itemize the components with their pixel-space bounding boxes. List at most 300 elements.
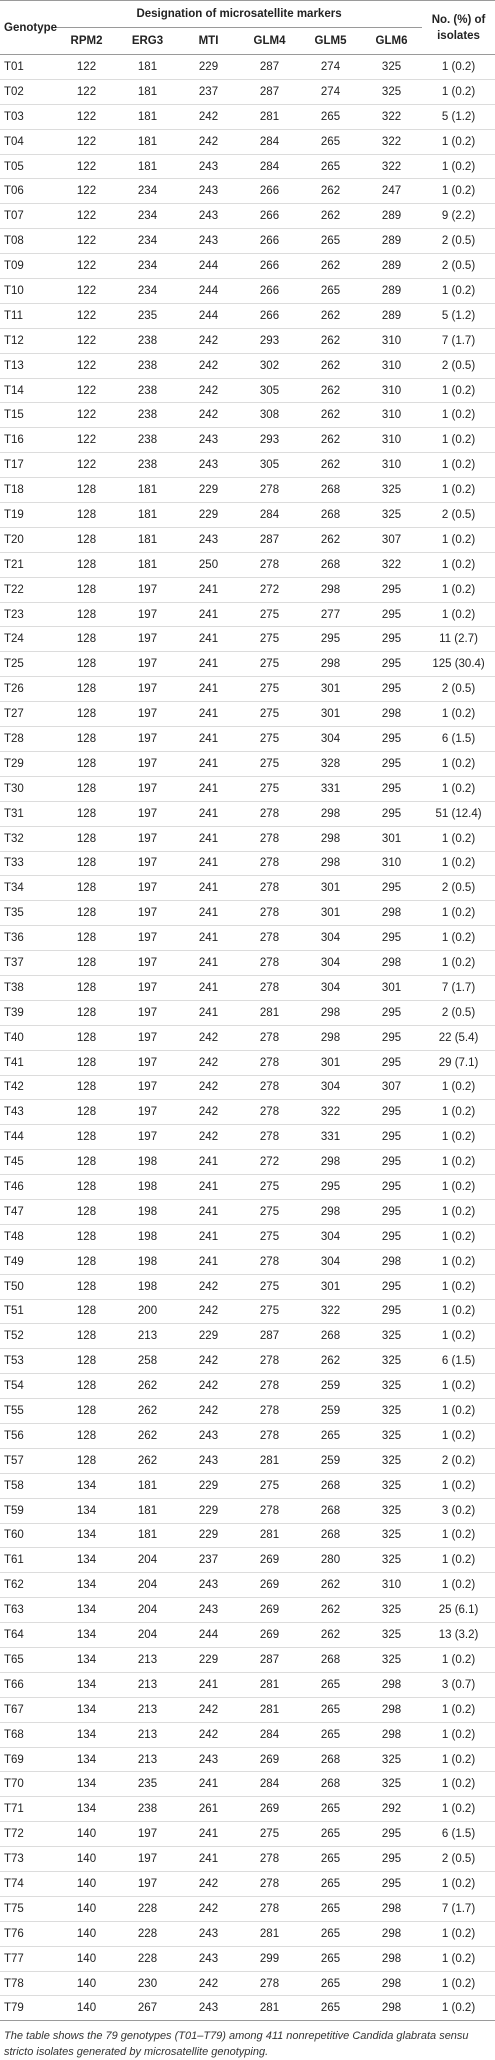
- genotype-cell: T63: [0, 1598, 56, 1623]
- glm4-cell: 275: [239, 727, 300, 752]
- glm4-cell: 275: [239, 751, 300, 776]
- isolates-cell: 1 (0.2): [422, 851, 495, 876]
- erg3-cell: 262: [117, 1399, 178, 1424]
- rpm2-cell: 128: [56, 1100, 117, 1125]
- rpm2-cell: 122: [56, 154, 117, 179]
- glm5-cell: 277: [300, 602, 361, 627]
- glm4-cell: 278: [239, 1100, 300, 1125]
- mti-cell: 243: [178, 204, 239, 229]
- table-row: [0, 179, 495, 204]
- glm5-cell: 298: [300, 652, 361, 677]
- mti-cell: 242: [178, 1125, 239, 1150]
- mti-cell: 242: [178, 129, 239, 154]
- glm5-cell: 262: [300, 527, 361, 552]
- glm6-cell: 310: [361, 403, 422, 428]
- erg3-cell: 234: [117, 229, 178, 254]
- isolates-cell: 125 (30.4): [422, 652, 495, 677]
- genotype-cell: T10: [0, 279, 56, 304]
- rpm2-cell: 122: [56, 229, 117, 254]
- isolates-cell: 29 (7.1): [422, 1050, 495, 1075]
- genotype-cell: T06: [0, 179, 56, 204]
- mti-cell: 242: [178, 378, 239, 403]
- erg3-cell: 197: [117, 1822, 178, 1847]
- table-row: [0, 55, 495, 80]
- mti-cell: 229: [178, 503, 239, 528]
- genotype-cell: T61: [0, 1548, 56, 1573]
- isolates-cell: 1 (0.2): [422, 527, 495, 552]
- genotype-cell: T31: [0, 801, 56, 826]
- glm5-cell: 262: [300, 179, 361, 204]
- glm5-cell: 301: [300, 1050, 361, 1075]
- rpm2-cell: 128: [56, 602, 117, 627]
- glm6-cell: 295: [361, 1050, 422, 1075]
- glm4-cell: 278: [239, 1872, 300, 1897]
- glm5-cell: 259: [300, 1399, 361, 1424]
- glm5-cell: 262: [300, 378, 361, 403]
- table-row: [0, 727, 495, 752]
- erg3-cell: 181: [117, 527, 178, 552]
- glm4-cell: 269: [239, 1747, 300, 1772]
- mti-cell: 243: [178, 1946, 239, 1971]
- genotype-cell: T04: [0, 129, 56, 154]
- mti-cell: 229: [178, 1648, 239, 1673]
- rpm2-cell: 134: [56, 1523, 117, 1548]
- glm5-cell: 262: [300, 1573, 361, 1598]
- mti-cell: 242: [178, 1399, 239, 1424]
- glm5-cell: 265: [300, 129, 361, 154]
- glm5-cell: 274: [300, 79, 361, 104]
- isolates-cell: 1 (0.2): [422, 1175, 495, 1200]
- glm5-cell: 298: [300, 1150, 361, 1175]
- mti-cell: 244: [178, 1623, 239, 1648]
- glm6-cell: 325: [361, 1623, 422, 1648]
- erg3-cell: 230: [117, 1971, 178, 1996]
- rpm2-cell: 128: [56, 552, 117, 577]
- isolates-cell: 11 (2.7): [422, 627, 495, 652]
- glm4-cell: 266: [239, 254, 300, 279]
- genotype-cell: T72: [0, 1822, 56, 1847]
- glm6-cell: 295: [361, 577, 422, 602]
- rpm2-cell: 128: [56, 1224, 117, 1249]
- rpm2-cell: 128: [56, 1274, 117, 1299]
- glm4-cell: 275: [239, 1175, 300, 1200]
- glm6-cell: 310: [361, 378, 422, 403]
- rpm2-cell: 140: [56, 1946, 117, 1971]
- rpm2-cell: 128: [56, 1349, 117, 1374]
- glm4-cell: 275: [239, 776, 300, 801]
- mti-cell: 241: [178, 1224, 239, 1249]
- genotype-cell: T03: [0, 104, 56, 129]
- table-row: [0, 428, 495, 453]
- genotype-cell: T73: [0, 1847, 56, 1872]
- glm6-cell: 295: [361, 677, 422, 702]
- mti-cell: 241: [178, 577, 239, 602]
- glm5-cell: 268: [300, 1772, 361, 1797]
- rpm2-cell: 140: [56, 1996, 117, 2021]
- isolates-cell: 2 (0.5): [422, 254, 495, 279]
- erg3-cell: 238: [117, 1797, 178, 1822]
- mti-cell: 242: [178, 1100, 239, 1125]
- glm4-cell: 278: [239, 1896, 300, 1921]
- glm4-cell: 275: [239, 1299, 300, 1324]
- erg3-cell: 213: [117, 1722, 178, 1747]
- glm5-cell: 304: [300, 1075, 361, 1100]
- mti-cell: 261: [178, 1797, 239, 1822]
- rpm2-cell: 128: [56, 851, 117, 876]
- glm4-cell: 281: [239, 1000, 300, 1025]
- erg3-cell: 234: [117, 279, 178, 304]
- isolates-cell: 2 (0.5): [422, 876, 495, 901]
- glm4-cell: 272: [239, 577, 300, 602]
- genotype-cell: T40: [0, 1025, 56, 1050]
- glm6-cell: 295: [361, 1299, 422, 1324]
- genotype-cell: T62: [0, 1573, 56, 1598]
- table-row: [0, 1598, 495, 1623]
- erg3-cell: 197: [117, 975, 178, 1000]
- table-row: [0, 1648, 495, 1673]
- table-row: [0, 1274, 495, 1299]
- table-row: [0, 1299, 495, 1324]
- glm5-cell: 304: [300, 926, 361, 951]
- erg3-cell: 213: [117, 1747, 178, 1772]
- mti-cell: 243: [178, 179, 239, 204]
- rpm2-cell: 122: [56, 353, 117, 378]
- glm6-cell: 307: [361, 527, 422, 552]
- erg3-cell: 181: [117, 1473, 178, 1498]
- glm5-cell: 301: [300, 901, 361, 926]
- glm5-cell: 265: [300, 1722, 361, 1747]
- genotype-cell: T71: [0, 1797, 56, 1822]
- erg3-cell: 197: [117, 826, 178, 851]
- rpm2-cell: 128: [56, 876, 117, 901]
- glm4-cell: 266: [239, 204, 300, 229]
- mti-cell: 242: [178, 1274, 239, 1299]
- genotype-cell: T13: [0, 353, 56, 378]
- isolates-cell: 1 (0.2): [422, 1946, 495, 1971]
- isolates-cell: 1 (0.2): [422, 1224, 495, 1249]
- glm5-cell: 259: [300, 1374, 361, 1399]
- table-row: [0, 303, 495, 328]
- rpm2-cell: 122: [56, 403, 117, 428]
- rpm2-cell: 134: [56, 1473, 117, 1498]
- glm6-cell: 325: [361, 503, 422, 528]
- table-row: [0, 279, 495, 304]
- rpm2-cell: 128: [56, 1423, 117, 1448]
- glm5-cell: 262: [300, 403, 361, 428]
- glm4-cell: 275: [239, 602, 300, 627]
- erg3-cell: 234: [117, 179, 178, 204]
- glm5-cell: 304: [300, 727, 361, 752]
- mti-cell: 242: [178, 1299, 239, 1324]
- glm5-cell: 262: [300, 1598, 361, 1623]
- glm6-cell: 298: [361, 1896, 422, 1921]
- rpm2-cell: 128: [56, 1374, 117, 1399]
- glm5-cell: 298: [300, 851, 361, 876]
- genotype-cell: T77: [0, 1946, 56, 1971]
- glm4-cell: 275: [239, 1274, 300, 1299]
- erg3-cell: 197: [117, 602, 178, 627]
- glm4-cell: 287: [239, 1648, 300, 1673]
- table-row: [0, 1324, 495, 1349]
- isolates-cell: 1 (0.2): [422, 1921, 495, 1946]
- table-row: [0, 552, 495, 577]
- erg3-cell: 197: [117, 801, 178, 826]
- glm4-cell: 278: [239, 951, 300, 976]
- glm4-cell: 269: [239, 1797, 300, 1822]
- glm6-cell: 289: [361, 254, 422, 279]
- isolates-cell: 1 (0.2): [422, 428, 495, 453]
- erg3-cell: 235: [117, 1772, 178, 1797]
- genotype-cell: T64: [0, 1623, 56, 1648]
- table-row: [0, 1623, 495, 1648]
- glm5-cell: 268: [300, 1747, 361, 1772]
- glm5-cell: 262: [300, 428, 361, 453]
- glm4-cell: 278: [239, 1971, 300, 1996]
- erg3-cell: 197: [117, 851, 178, 876]
- glm6-cell: 295: [361, 1000, 422, 1025]
- mti-cell: 242: [178, 353, 239, 378]
- glm5-cell: 262: [300, 353, 361, 378]
- glm4-cell: 281: [239, 1523, 300, 1548]
- erg3-cell: 238: [117, 328, 178, 353]
- genotype-cell: T17: [0, 453, 56, 478]
- table-row: [0, 1872, 495, 1897]
- glm6-cell: 325: [361, 1772, 422, 1797]
- rpm2-cell: 128: [56, 1000, 117, 1025]
- table-row: [0, 751, 495, 776]
- glm6-cell: 298: [361, 1249, 422, 1274]
- isolates-cell: 1 (0.2): [422, 1150, 495, 1175]
- glm5-cell: 304: [300, 1224, 361, 1249]
- isolates-cell: 1 (0.2): [422, 1324, 495, 1349]
- mti-cell: 229: [178, 478, 239, 503]
- mti-cell: 241: [178, 1822, 239, 1847]
- table-row: [0, 353, 495, 378]
- genotype-cell: T32: [0, 826, 56, 851]
- glm6-cell: 289: [361, 303, 422, 328]
- glm4-cell: 293: [239, 428, 300, 453]
- table-row: [0, 652, 495, 677]
- isolates-cell: 1 (0.2): [422, 154, 495, 179]
- table-row: [0, 926, 495, 951]
- rpm2-cell: 134: [56, 1747, 117, 1772]
- table-row: [0, 1847, 495, 1872]
- glm5-cell: 268: [300, 1498, 361, 1523]
- mti-cell: 237: [178, 1548, 239, 1573]
- glm4-cell: 278: [239, 1847, 300, 1872]
- isolates-cell: 1 (0.2): [422, 453, 495, 478]
- glm4-cell: 278: [239, 1075, 300, 1100]
- glm6-cell: 322: [361, 154, 422, 179]
- mti-cell: 242: [178, 1374, 239, 1399]
- table-row: [0, 204, 495, 229]
- genotype-cell: T29: [0, 751, 56, 776]
- mti-cell: 241: [178, 951, 239, 976]
- glm6-cell: 295: [361, 926, 422, 951]
- genotype-cell: T44: [0, 1125, 56, 1150]
- table-row: [0, 229, 495, 254]
- rpm2-cell: 140: [56, 1822, 117, 1847]
- isolates-cell: 1 (0.2): [422, 1548, 495, 1573]
- glm4-cell: 281: [239, 1996, 300, 2021]
- rpm2-cell: 122: [56, 428, 117, 453]
- glm4-cell: 278: [239, 1349, 300, 1374]
- glm6-cell: 322: [361, 129, 422, 154]
- mti-cell: 241: [178, 627, 239, 652]
- genotype-cell: T46: [0, 1175, 56, 1200]
- erg3-cell: 204: [117, 1573, 178, 1598]
- table-row: [0, 1100, 495, 1125]
- isolates-cell: 7 (1.7): [422, 975, 495, 1000]
- mti-cell: 243: [178, 1747, 239, 1772]
- glm6-cell: 325: [361, 1523, 422, 1548]
- genotype-cell: T79: [0, 1996, 56, 2021]
- erg3-cell: 181: [117, 55, 178, 80]
- table-row: [0, 1249, 495, 1274]
- glm4-cell: 269: [239, 1623, 300, 1648]
- table-row: [0, 1025, 495, 1050]
- glm5-cell: 298: [300, 1000, 361, 1025]
- isolates-cell: 1 (0.2): [422, 751, 495, 776]
- erg3-cell: 238: [117, 378, 178, 403]
- header-marker-rpm2: RPM2: [56, 28, 117, 55]
- glm5-cell: 268: [300, 1648, 361, 1673]
- glm6-cell: 295: [361, 1872, 422, 1897]
- table-row: [0, 403, 495, 428]
- erg3-cell: 197: [117, 901, 178, 926]
- mti-cell: 241: [178, 801, 239, 826]
- mti-cell: 241: [178, 901, 239, 926]
- rpm2-cell: 128: [56, 702, 117, 727]
- genotype-cell: T27: [0, 702, 56, 727]
- isolates-cell: 1 (0.2): [422, 55, 495, 80]
- glm5-cell: 265: [300, 1872, 361, 1897]
- isolates-cell: 51 (12.4): [422, 801, 495, 826]
- glm6-cell: 289: [361, 204, 422, 229]
- glm6-cell: 295: [361, 751, 422, 776]
- glm4-cell: 275: [239, 1199, 300, 1224]
- rpm2-cell: 134: [56, 1598, 117, 1623]
- glm6-cell: 295: [361, 1125, 422, 1150]
- mti-cell: 237: [178, 79, 239, 104]
- genotype-cell: T05: [0, 154, 56, 179]
- header-isolates-line2: isolates: [437, 29, 480, 42]
- glm4-cell: 305: [239, 378, 300, 403]
- genotype-cell: T75: [0, 1896, 56, 1921]
- table-row: [0, 1498, 495, 1523]
- glm6-cell: 295: [361, 1175, 422, 1200]
- glm5-cell: 301: [300, 1274, 361, 1299]
- mti-cell: 229: [178, 1324, 239, 1349]
- glm4-cell: 272: [239, 1150, 300, 1175]
- header-isolates-line1: No. (%) of: [431, 13, 486, 26]
- glm4-cell: 278: [239, 1025, 300, 1050]
- glm6-cell: 295: [361, 1199, 422, 1224]
- erg3-cell: 204: [117, 1548, 178, 1573]
- rpm2-cell: 128: [56, 826, 117, 851]
- glm6-cell: 325: [361, 1498, 422, 1523]
- glm5-cell: 268: [300, 503, 361, 528]
- mti-cell: 241: [178, 926, 239, 951]
- genotype-cell: T51: [0, 1299, 56, 1324]
- glm6-cell: 307: [361, 1075, 422, 1100]
- glm4-cell: 302: [239, 353, 300, 378]
- rpm2-cell: 122: [56, 55, 117, 80]
- glm5-cell: 331: [300, 776, 361, 801]
- isolates-cell: 1 (0.2): [422, 378, 495, 403]
- table-row: [0, 602, 495, 627]
- glm4-cell: 293: [239, 328, 300, 353]
- genotype-cell: T54: [0, 1374, 56, 1399]
- glm4-cell: 269: [239, 1548, 300, 1573]
- rpm2-cell: 128: [56, 727, 117, 752]
- mti-cell: 242: [178, 1050, 239, 1075]
- table-row: [0, 901, 495, 926]
- isolates-cell: 1 (0.2): [422, 1249, 495, 1274]
- isolates-cell: 1 (0.2): [422, 1996, 495, 2021]
- rpm2-cell: 128: [56, 776, 117, 801]
- glm6-cell: 325: [361, 1747, 422, 1772]
- table-row: [0, 1050, 495, 1075]
- genotype-cell: T65: [0, 1648, 56, 1673]
- table-row: [0, 1672, 495, 1697]
- glm6-cell: 295: [361, 1224, 422, 1249]
- mti-cell: 241: [178, 1249, 239, 1274]
- glm6-cell: 295: [361, 1274, 422, 1299]
- isolates-cell: 9 (2.2): [422, 204, 495, 229]
- isolates-cell: 3 (0.2): [422, 1498, 495, 1523]
- glm5-cell: 301: [300, 876, 361, 901]
- genotype-cell: T30: [0, 776, 56, 801]
- table-row: [0, 1772, 495, 1797]
- erg3-cell: 181: [117, 79, 178, 104]
- glm4-cell: 278: [239, 478, 300, 503]
- glm5-cell: 295: [300, 627, 361, 652]
- table-row: [0, 1822, 495, 1847]
- glm4-cell: 281: [239, 1697, 300, 1722]
- glm5-cell: 262: [300, 328, 361, 353]
- genotype-cell: T09: [0, 254, 56, 279]
- glm4-cell: 275: [239, 677, 300, 702]
- genotype-cell: T37: [0, 951, 56, 976]
- table-row: [0, 503, 495, 528]
- mti-cell: 243: [178, 1598, 239, 1623]
- glm6-cell: 295: [361, 1150, 422, 1175]
- glm5-cell: 265: [300, 1921, 361, 1946]
- genotype-cell: T43: [0, 1100, 56, 1125]
- isolates-cell: 1 (0.2): [422, 776, 495, 801]
- glm4-cell: 287: [239, 1324, 300, 1349]
- table-row: [0, 801, 495, 826]
- mti-cell: 244: [178, 279, 239, 304]
- genotype-cell: T78: [0, 1971, 56, 1996]
- glm5-cell: 262: [300, 254, 361, 279]
- table-row: [0, 951, 495, 976]
- table-row: [0, 702, 495, 727]
- header-marker-mti: MTI: [178, 28, 239, 55]
- mti-cell: 242: [178, 1697, 239, 1722]
- glm4-cell: 266: [239, 179, 300, 204]
- erg3-cell: 197: [117, 876, 178, 901]
- rpm2-cell: 134: [56, 1772, 117, 1797]
- glm4-cell: 278: [239, 1399, 300, 1424]
- glm6-cell: 325: [361, 1548, 422, 1573]
- rpm2-cell: 128: [56, 1025, 117, 1050]
- genotype-cell: T45: [0, 1150, 56, 1175]
- glm5-cell: 295: [300, 1175, 361, 1200]
- isolates-cell: 5 (1.2): [422, 104, 495, 129]
- glm6-cell: 325: [361, 1598, 422, 1623]
